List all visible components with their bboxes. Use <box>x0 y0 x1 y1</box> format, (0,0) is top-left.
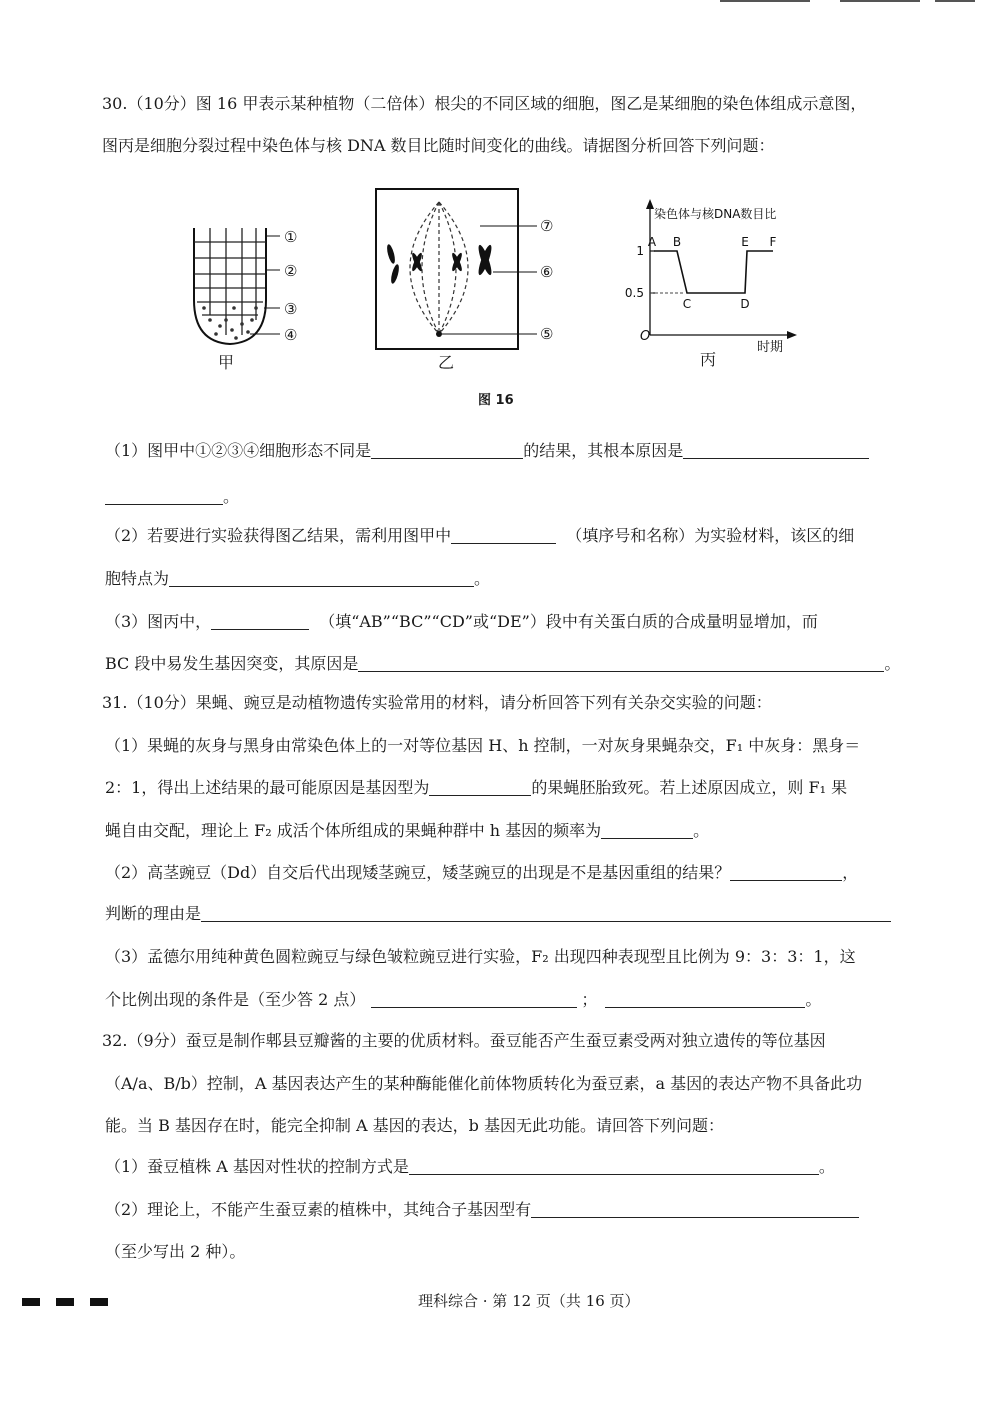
q30-sub1-text-c: 。 <box>223 487 240 506</box>
q32-sub1-text-b: 。 <box>818 1157 835 1176</box>
q30-sub1-line1 <box>105 440 869 462</box>
y-tick-label: 1 <box>636 244 644 258</box>
answer-blank[interactable] <box>169 570 474 587</box>
answer-blank[interactable] <box>531 1201 859 1218</box>
callout-4: ④ <box>284 326 298 344</box>
q30-sub3-text-d: 。 <box>884 654 901 673</box>
figure-yi-cell <box>375 188 555 353</box>
answer-blank[interactable] <box>371 442 523 459</box>
q30-sub2-line1 <box>105 525 854 547</box>
chart-origin: O <box>640 329 651 344</box>
q31-sub3-line2 <box>105 989 821 1011</box>
point-label-D: D <box>740 297 750 311</box>
q31-sub1-line3 <box>105 820 709 842</box>
scan-mark <box>720 0 810 2</box>
figure-jia-root-tip <box>180 220 280 350</box>
q32-sub2-line1 <box>105 1199 859 1221</box>
q32-sub2-text-a: （2）理论上，不能产生蚕豆素的植株中，其纯合子基因型有 <box>105 1200 532 1219</box>
answer-blank[interactable] <box>605 991 805 1008</box>
callout-3: ③ <box>284 300 298 318</box>
scan-mark <box>935 0 975 2</box>
chart-ylabel: 染色体与核DNA数目比 <box>654 207 777 221</box>
q31-sub3-text-c: ； <box>581 990 598 1009</box>
page-footer: 理科综合 · 第 12 页（共 16 页） <box>418 1292 640 1310</box>
q31-sub2-text-c: 判断的理由是 <box>105 904 202 923</box>
q31-sub2-text-a: （2）高茎豌豆（Dd）自交后代出现矮茎豌豆，矮茎豌豆的出现是不是基因重组的结果？ <box>105 863 731 882</box>
q31-sub2-line1 <box>105 862 858 884</box>
footer-mark <box>90 1298 108 1306</box>
q30-sub2-line2 <box>105 568 490 590</box>
point-label-A: A <box>647 235 657 249</box>
figure-yi-label: 乙 <box>438 353 455 372</box>
figure-jia-label: 甲 <box>218 353 235 372</box>
answer-blank[interactable] <box>105 488 223 505</box>
q30-sub2-text-a: （2）若要进行实验获得图乙结果，需利用图甲中 <box>105 526 452 545</box>
footer-mark <box>22 1298 40 1306</box>
q30-sub3-line1 <box>105 611 818 633</box>
q31-sub2-line2 <box>105 903 891 925</box>
q30-sub3-text-a: （3）图丙中， <box>105 612 212 631</box>
answer-blank[interactable] <box>211 613 309 630</box>
q32-sub1-text-a: （1）蚕豆植株 A 基因对性状的控制方式是 <box>105 1157 409 1176</box>
q30-sub1-text-b: 的结果，其根本原因是 <box>523 441 684 460</box>
answer-blank[interactable] <box>683 442 869 459</box>
q30-sub2-text-d: 。 <box>474 569 491 588</box>
answer-blank[interactable] <box>429 779 531 796</box>
answer-blank[interactable] <box>409 1158 819 1175</box>
answer-blank[interactable] <box>201 905 891 922</box>
q30-sub1-text-a: （1）图甲中①②③④细胞形态不同是 <box>105 441 372 460</box>
q31-sub1-text-c: 的果蝇胚胎致死。若上述原因成立，则 F₁ 果 <box>531 778 848 797</box>
q31-sub3-line1: （3）孟德尔用纯种黄色圆粒豌豆与绿色皱粒豌豆进行实验，F₂ 出现四种表现型且比例为 9：3：3：1，这 <box>105 947 856 966</box>
chart-xlabel: 时期 <box>757 340 784 355</box>
q30-sub3-text-b: （填“AB”“BC”“CD”或“DE”）段中有关蛋白质的合成量明显增加，而 <box>319 612 818 631</box>
figure-bing-label: 丙 <box>700 350 717 369</box>
scan-mark <box>840 0 920 2</box>
answer-blank[interactable] <box>601 822 693 839</box>
q30-sub3-text-c: BC 段中易发生基因突变，其原因是 <box>105 654 359 673</box>
q30-sub2-text-c: 胞特点为 <box>105 569 170 588</box>
callout-6: ⑥ <box>540 263 554 281</box>
q31-sub1-line2 <box>105 777 847 799</box>
answer-blank[interactable] <box>371 991 577 1008</box>
series-line <box>654 251 773 293</box>
q30-stem-line2: 图丙是细胞分裂过程中染色体与核 DNA 数目比随时间变化的曲线。请据图分析回答下列问题： <box>102 136 775 155</box>
q32-sub1 <box>105 1156 835 1178</box>
figure-bing-chart <box>615 195 815 355</box>
point-label-B: B <box>672 235 682 249</box>
callout-1: ① <box>284 228 298 246</box>
figure-caption: 图 16 <box>478 393 514 408</box>
q31-sub1-text-d: 蝇自由交配，理论上 F₂ 成活个体所组成的果蝇种群中 h 基因的频率为 <box>105 821 602 840</box>
q32-sub2-line2: （至少写出 2 种）。 <box>105 1242 246 1261</box>
callout-2: ② <box>284 262 298 280</box>
answer-blank[interactable] <box>451 527 556 544</box>
q30-sub1-line2 <box>105 486 239 508</box>
point-label-E: E <box>741 235 749 249</box>
q31-sub2-text-b: ， <box>842 863 859 882</box>
q31-stem: 31.（10分）果蝇、豌豆是动植物遗传实验常用的材料，请分析回答下列有关杂交实验的问题： <box>102 693 772 712</box>
q32-stem-line1: 32.（9分）蚕豆是制作郫县豆瓣酱的主要的优质材料。蚕豆能否产生蚕豆素受两对独立遗传的等位基因 <box>102 1031 826 1050</box>
y-tick-label: 0.5 <box>624 286 644 300</box>
y-axis-arrow <box>646 199 654 209</box>
q31-sub1-text-e: 。 <box>693 821 710 840</box>
q31-sub3-text-b: 个比例出现的条件是（至少答 2 点） <box>105 990 366 1009</box>
footer-mark <box>56 1298 74 1306</box>
q31-sub1-text-b: 2：1，得出上述结果的最可能原因是基因型为 <box>105 778 430 797</box>
x-axis-arrow <box>787 331 797 339</box>
q31-sub1-line1: （1）果蝇的灰身与黑身由常染色体上的一对等位基因 H、h 控制，一对灰身果蝇杂交，F₁ 中灰身：黑身＝ <box>105 736 861 755</box>
callout-5: ⑤ <box>540 325 554 343</box>
point-label-C: C <box>682 297 692 311</box>
q30-stem-line1: 30.（10分）图 16 甲表示某种植物（二倍体）根尖的不同区域的细胞，图乙是某细胞的染色体组成示意图， <box>102 94 867 113</box>
point-label-F: F <box>769 235 777 249</box>
answer-blank[interactable] <box>730 864 842 881</box>
q31-sub3-text-d: 。 <box>805 990 822 1009</box>
answer-blank[interactable] <box>358 655 884 672</box>
q30-sub3-line2 <box>105 653 900 675</box>
q30-sub2-text-b: （填序号和名称）为实验材料，该区的细 <box>566 526 855 545</box>
q32-stem-line3: 能。当 B 基因存在时，能完全抑制 A 基因的表达，b 基因无此功能。请回答下列问题： <box>105 1116 724 1135</box>
callout-7: ⑦ <box>540 217 554 235</box>
q32-stem-line2: （A/a、B/b）控制，A 基因表达产生的某种酶能催化前体物质转化为蚕豆素，a 基因的表达产物不具备此功 <box>105 1074 863 1093</box>
